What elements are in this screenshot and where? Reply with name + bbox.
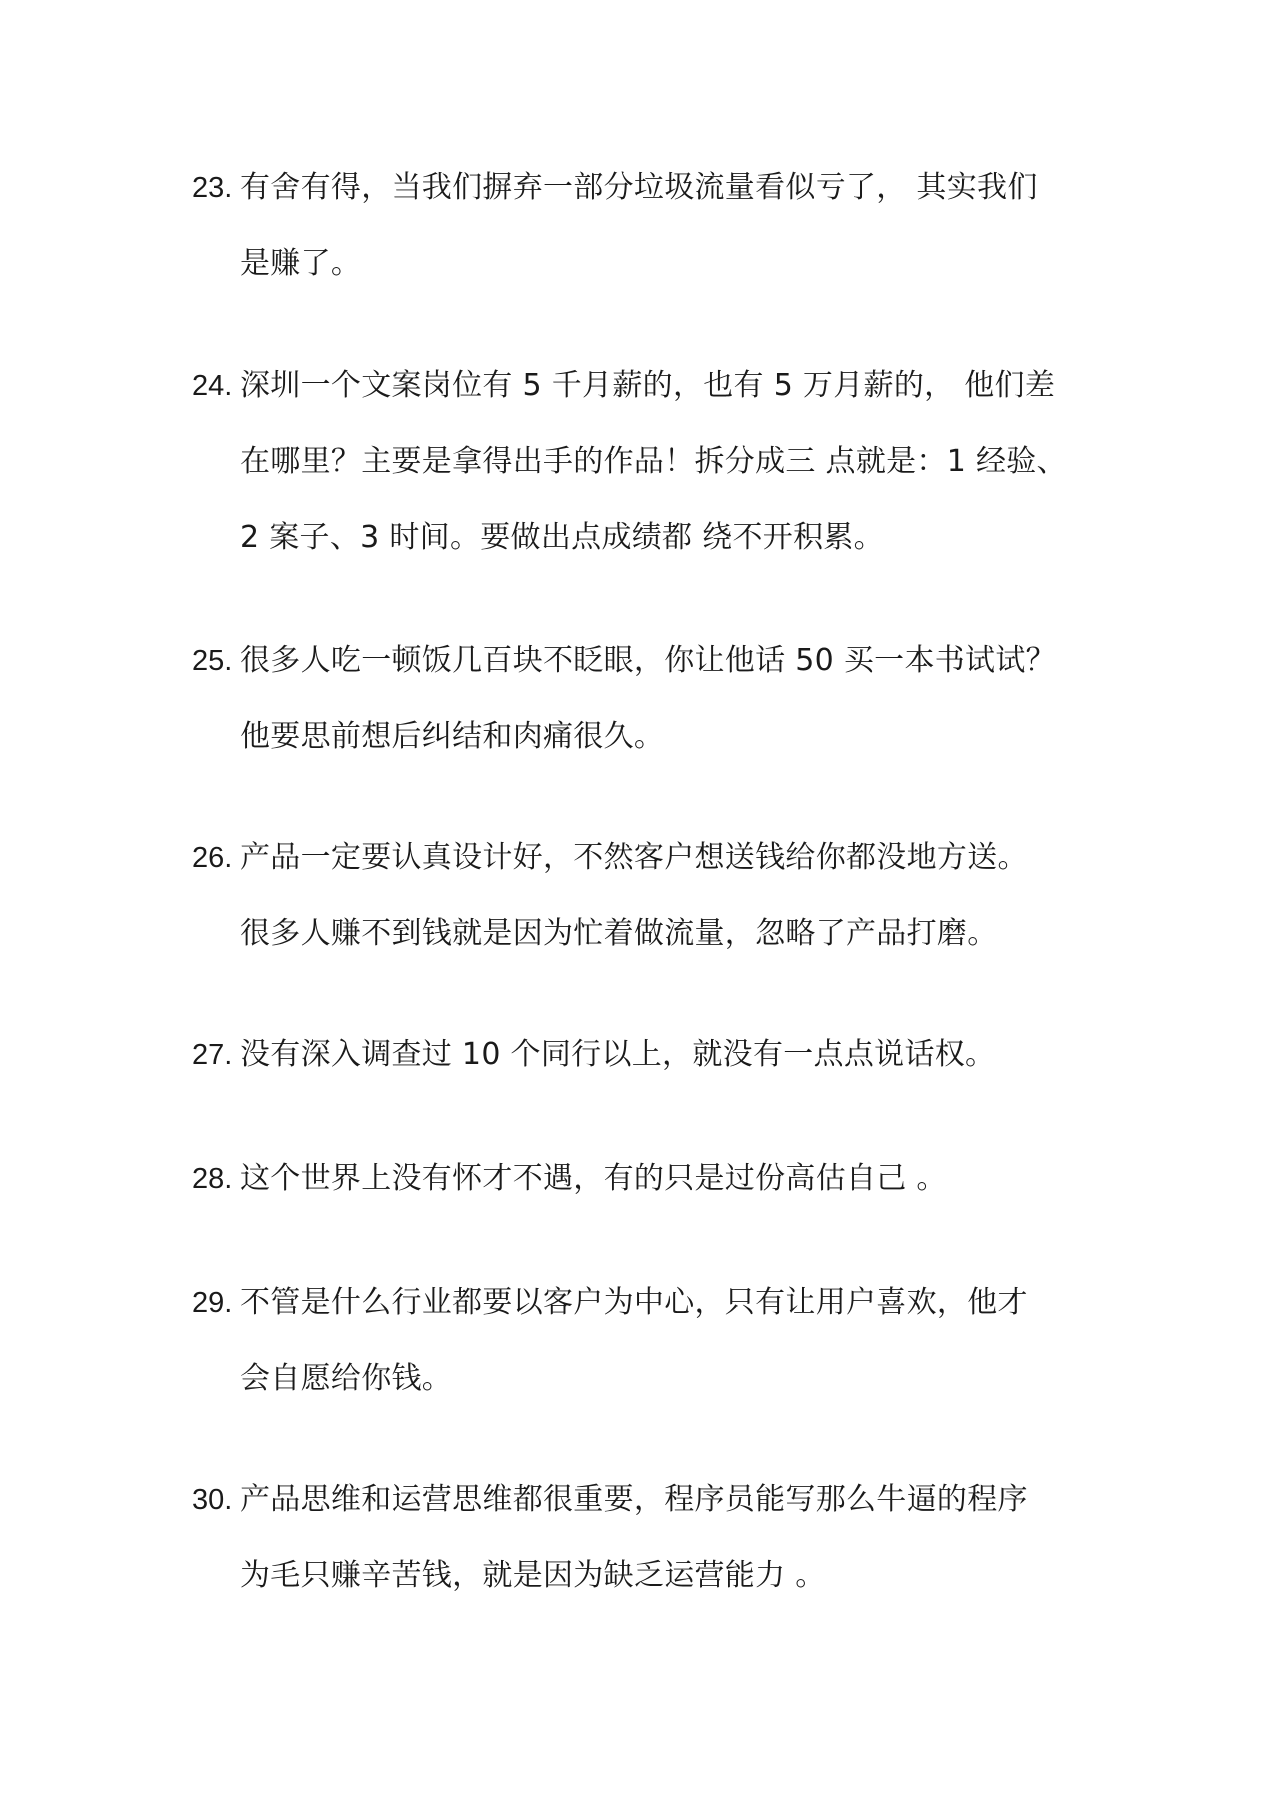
item-text: 为毛只赚辛苦钱，就是因为缺乏运营能力 。 xyxy=(240,1558,826,1593)
item-line xyxy=(192,896,1092,972)
item-text: 会自愿给你钱。 xyxy=(240,1361,453,1396)
item-number: 29. xyxy=(192,1287,233,1319)
item-line xyxy=(192,1141,1092,1217)
item-line xyxy=(192,699,1092,775)
item-line xyxy=(192,1538,1092,1614)
list-item-25 xyxy=(192,623,1092,775)
item-line xyxy=(192,1265,1092,1341)
item-text: 2 案子、3 时间。要做出点成绩都 绕不开积累。 xyxy=(240,520,884,555)
list-item-30 xyxy=(192,1462,1092,1614)
item-text: 没有深入调查过 10 个同行以上，就没有一点点说话权。 xyxy=(240,1037,996,1072)
item-number: 26. xyxy=(192,842,233,874)
item-line xyxy=(192,820,1092,896)
item-number: 30. xyxy=(192,1484,233,1516)
item-number: 24. xyxy=(192,370,233,402)
item-line xyxy=(192,1462,1092,1538)
item-line xyxy=(192,1017,1092,1093)
item-text: 是赚了。 xyxy=(240,246,362,281)
item-text: 深圳一个文案岗位有 5 千月薪的，也有 5 万月薪的， 他们差 xyxy=(240,368,1056,403)
item-line xyxy=(192,1341,1092,1417)
item-text: 产品一定要认真设计好，不然客户想送钱给你都没地方送。 xyxy=(240,840,1028,875)
list-item-23 xyxy=(192,150,1092,302)
list-item-29 xyxy=(192,1265,1092,1417)
list-item-24 xyxy=(192,348,1092,576)
item-number: 27. xyxy=(192,1039,233,1071)
item-text: 这个世界上没有怀才不遇，有的只是过份高估自己 。 xyxy=(240,1161,947,1196)
item-text: 很多人赚不到钱就是因为忙着做流量，忽略了产品打磨。 xyxy=(240,916,998,951)
item-text: 在哪里？主要是拿得出手的作品！拆分成三 点就是：1 经验、 xyxy=(240,444,1067,479)
item-text: 很多人吃一顿饭几百块不眨眼，你让他话 50 买一本书试试？ xyxy=(240,643,1056,678)
item-text: 产品思维和运营思维都很重要，程序员能写那么牛逼的程序 xyxy=(240,1482,1028,1517)
list-item-27 xyxy=(192,1017,1092,1093)
item-line xyxy=(192,500,1092,576)
item-line xyxy=(192,226,1092,302)
item-number: 25. xyxy=(192,645,233,677)
item-number: 23. xyxy=(192,172,233,204)
list-item-28 xyxy=(192,1141,1092,1217)
item-line xyxy=(192,348,1092,424)
list-item-26 xyxy=(192,820,1092,972)
item-line xyxy=(192,150,1092,226)
item-text: 他要思前想后纠结和肉痛很久。 xyxy=(240,719,665,754)
item-text: 有舍有得，当我们摒弃一部分垃圾流量看似亏了， 其实我们 xyxy=(240,170,1038,205)
item-line xyxy=(192,623,1092,699)
item-line xyxy=(192,424,1092,500)
item-text: 不管是什么行业都要以客户为中心，只有让用户喜欢，他才 xyxy=(240,1285,1028,1320)
item-number: 28. xyxy=(192,1163,233,1195)
